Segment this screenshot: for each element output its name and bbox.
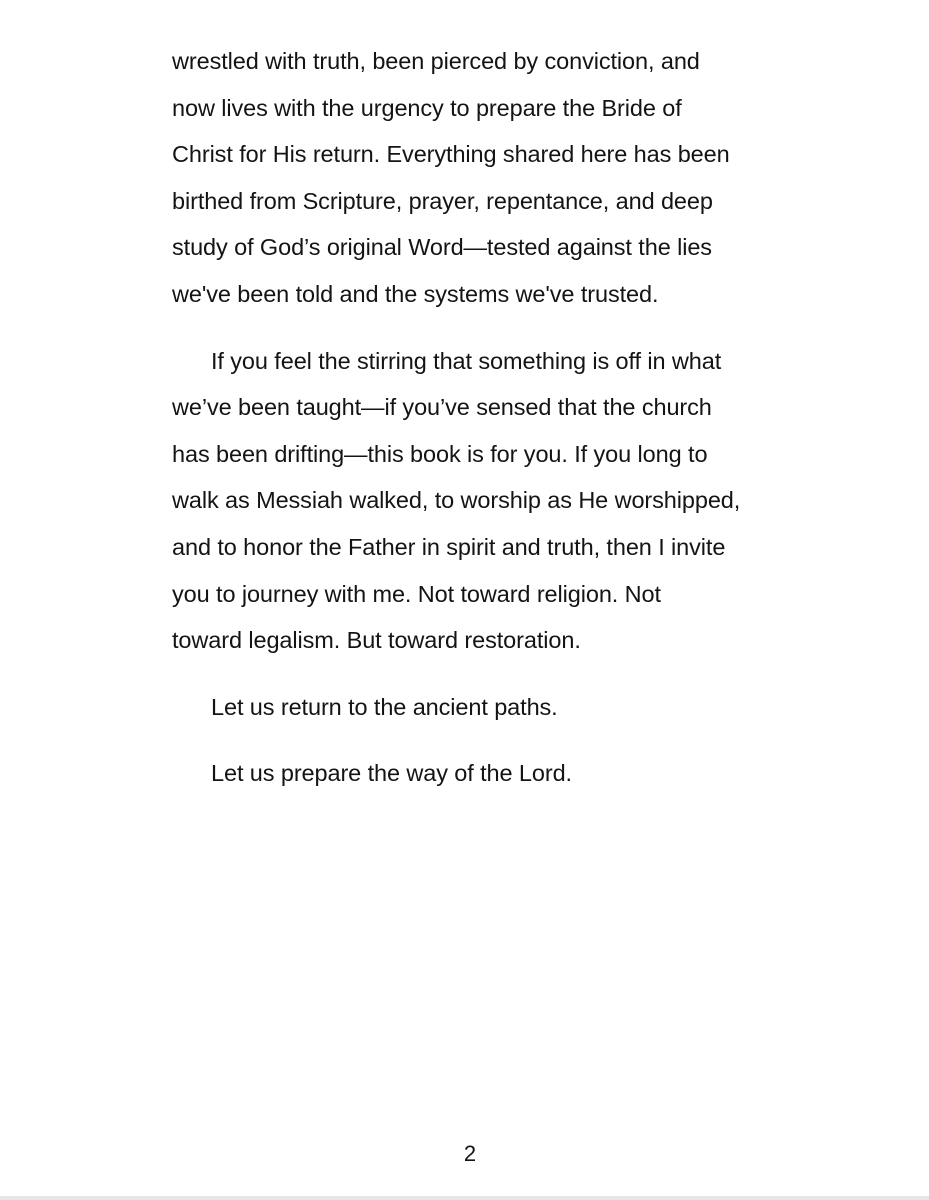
text-line: has been drifting—this book is for you. If you long to — [172, 440, 708, 467]
page-bottom-edge — [0, 1196, 929, 1200]
text-line: and to honor the Father in spirit and truth, then I invite — [172, 533, 726, 560]
text-line: Let us prepare the way of the Lord. — [211, 760, 572, 787]
text-line: now lives with the urgency to prepare the Bride of — [172, 94, 682, 121]
text-line: we’ve been taught—if you’ve sensed that the church — [172, 394, 712, 421]
text-line: you to journey with me. Not toward religion. Not — [172, 580, 661, 607]
body-text — [172, 38, 812, 797]
text-line: study of God’s original Word—tested against the lies — [172, 234, 712, 261]
text-line: walk as Messiah walked, to worship as He worshipped, — [172, 487, 741, 514]
paragraph-2 — [172, 338, 812, 664]
paragraph-1 — [172, 38, 812, 318]
paragraph-4 — [172, 750, 812, 797]
page-number: 2 — [463, 1141, 477, 1166]
text-line: If you feel the stirring that something is off in what — [211, 347, 722, 374]
text-line: birthed from Scripture, prayer, repentance, and deep — [172, 187, 713, 214]
paragraph-gap — [172, 730, 812, 750]
text-line: we've been told and the systems we've trusted. — [172, 280, 659, 307]
text-line: wrestled with truth, been pierced by conviction, and — [172, 48, 700, 74]
paragraph-gap — [172, 318, 812, 338]
paragraph-gap — [172, 664, 812, 684]
text-line: Let us return to the ancient paths. — [211, 693, 558, 720]
text-line: toward legalism. But toward restoration. — [172, 627, 581, 654]
paragraph-3 — [172, 684, 812, 731]
text-line: Christ for His return. Everything shared here has been — [172, 141, 730, 168]
